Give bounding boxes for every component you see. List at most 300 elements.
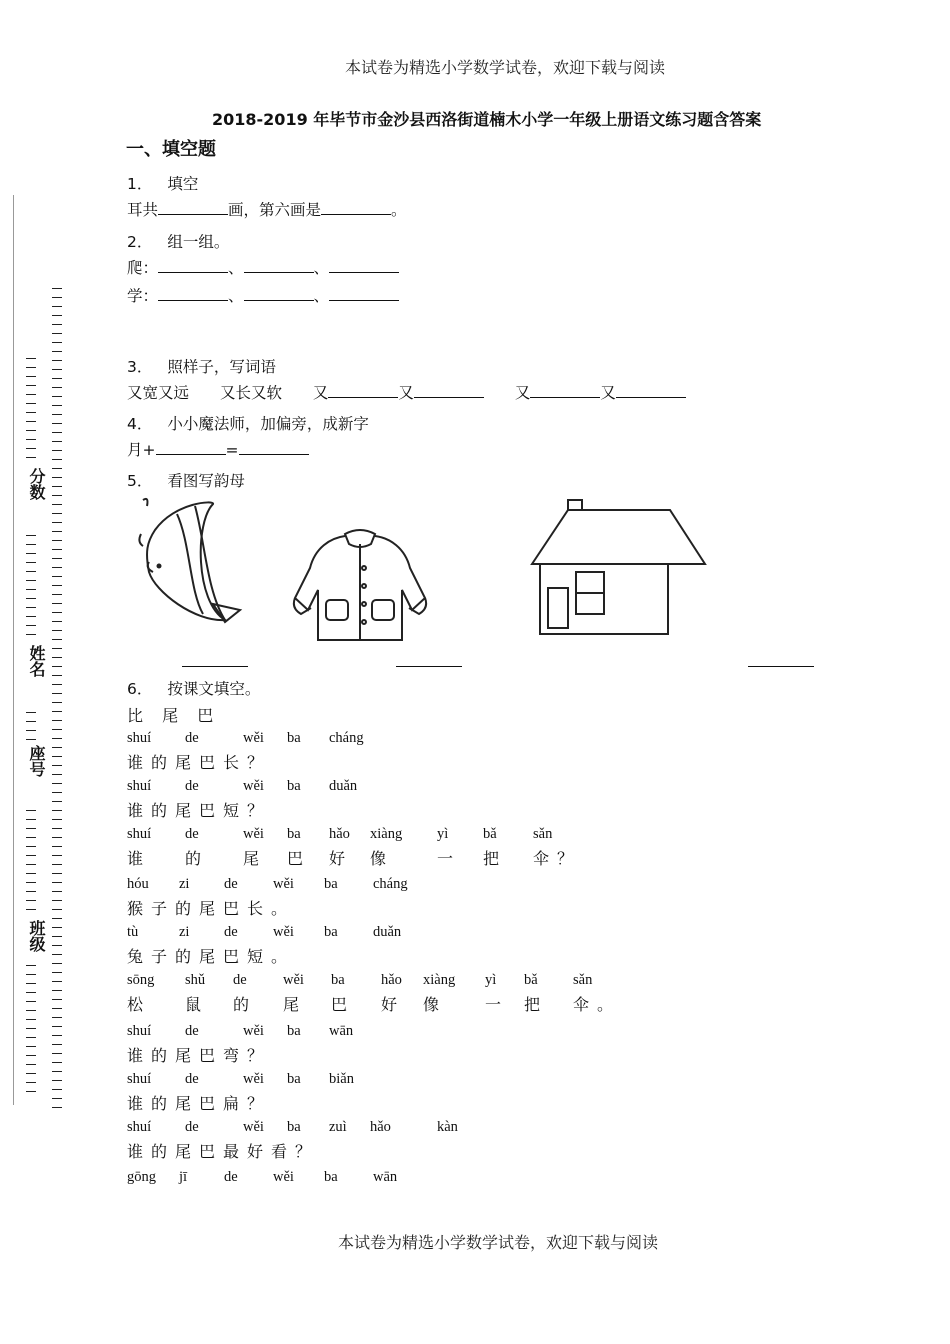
question-number: 6． bbox=[127, 680, 153, 698]
margin-dash bbox=[26, 1091, 36, 1092]
hanzi-char: ？ bbox=[295, 1142, 313, 1161]
margin-dash bbox=[52, 990, 62, 991]
hanzi-char: ？ bbox=[557, 849, 575, 868]
hanzi-char: 谁 bbox=[127, 753, 145, 772]
q4-line bbox=[127, 438, 309, 460]
pinyin-syllable: ba bbox=[287, 1023, 301, 1039]
margin-dash bbox=[52, 756, 62, 757]
q3-line bbox=[127, 381, 686, 403]
margin-dash bbox=[52, 909, 62, 910]
margin-dash bbox=[26, 909, 36, 910]
hanzi-char: 的 bbox=[185, 849, 203, 868]
margin-dash bbox=[52, 1080, 62, 1081]
fish-image bbox=[135, 492, 245, 632]
hanzi-char: 弯 bbox=[223, 1046, 241, 1065]
margin-dash bbox=[52, 468, 62, 469]
pinyin-syllable: gōng bbox=[127, 1169, 156, 1185]
hanzi-char: 巴 bbox=[199, 753, 217, 772]
q4-text-b: = bbox=[225, 441, 239, 459]
page-header: 本试卷为精选小学数学试卷，欢迎下载与阅读 bbox=[345, 58, 666, 77]
margin-dash bbox=[52, 783, 62, 784]
q1-text-a: 耳共 bbox=[127, 201, 159, 219]
margin-dash bbox=[26, 358, 36, 359]
margin-dash bbox=[26, 457, 36, 458]
margin-dash bbox=[52, 1008, 62, 1009]
q2-row-label: 爬： bbox=[127, 259, 159, 277]
pinyin-syllable: wěi bbox=[283, 972, 304, 988]
margin-dash bbox=[52, 594, 62, 595]
pinyin-syllable: zi bbox=[179, 876, 190, 892]
margin-dash bbox=[26, 846, 36, 847]
answer-blank[interactable] bbox=[414, 383, 484, 398]
pinyin-syllable: yì bbox=[437, 826, 449, 842]
margin-dash bbox=[26, 891, 36, 892]
hanzi-char: 长 bbox=[223, 753, 241, 772]
pinyin-syllable: ba bbox=[324, 876, 338, 892]
margin-dash bbox=[26, 855, 36, 856]
pinyin-syllable: ba bbox=[287, 730, 301, 746]
pinyin-syllable: jī bbox=[179, 1169, 188, 1185]
pinyin-syllable: wěi bbox=[243, 778, 264, 794]
margin-dash bbox=[52, 972, 62, 973]
margin-dash bbox=[52, 369, 62, 370]
margin-dash bbox=[52, 657, 62, 658]
margin-dash bbox=[52, 288, 62, 289]
hanzi-char: 巴 bbox=[199, 1046, 217, 1065]
pinyin-syllable: wān bbox=[329, 1023, 354, 1039]
pinyin-syllable: de bbox=[224, 1169, 238, 1185]
pinyin-syllable: ba bbox=[287, 826, 301, 842]
margin-dash bbox=[26, 828, 36, 829]
q2-row-2 bbox=[127, 284, 399, 306]
margin-dash bbox=[26, 553, 36, 554]
pinyin-syllable: wěi bbox=[243, 826, 264, 842]
hanzi-char: 子 bbox=[151, 947, 169, 966]
margin-dash bbox=[52, 711, 62, 712]
margin-dash bbox=[52, 666, 62, 667]
margin-dash bbox=[52, 1053, 62, 1054]
hanzi-char: 子 bbox=[151, 899, 169, 918]
hanzi-char: 巴 bbox=[287, 849, 305, 868]
margin-dash bbox=[52, 540, 62, 541]
hanzi-char: 一 bbox=[485, 995, 503, 1014]
margin-dash bbox=[26, 616, 36, 617]
q2-row-label: 学： bbox=[127, 287, 159, 305]
pinyin-syllable: shuí bbox=[127, 1071, 152, 1087]
hanzi-char: 伞 bbox=[573, 995, 591, 1014]
poem-title-char: 尾 bbox=[162, 706, 180, 725]
pinyin-syllable: wěi bbox=[273, 876, 294, 892]
hanzi-char: 的 bbox=[151, 753, 169, 772]
answer-blank[interactable] bbox=[244, 286, 314, 301]
margin-dash bbox=[52, 603, 62, 604]
margin-dash bbox=[26, 721, 36, 722]
pinyin-syllable: sǎn bbox=[573, 972, 593, 988]
margin-dash bbox=[52, 414, 62, 415]
margin-dash bbox=[52, 450, 62, 451]
question-2 bbox=[127, 230, 229, 252]
margin-dash bbox=[26, 448, 36, 449]
pinyin-syllable: bǎ bbox=[483, 826, 497, 842]
margin-dash bbox=[52, 981, 62, 982]
hanzi-char: ？ bbox=[247, 1094, 265, 1113]
hanzi-char: 像 bbox=[423, 995, 441, 1014]
margin-dash bbox=[52, 459, 62, 460]
margin-dash bbox=[52, 324, 62, 325]
margin-dash bbox=[52, 432, 62, 433]
answer-blank[interactable] bbox=[158, 286, 228, 301]
hanzi-char: 尾 bbox=[175, 801, 193, 820]
margin-dash bbox=[52, 378, 62, 379]
margin-dash bbox=[52, 927, 62, 928]
hanzi-char: 兔 bbox=[127, 947, 145, 966]
margin-dash bbox=[52, 774, 62, 775]
margin-dash bbox=[52, 954, 62, 955]
margin-dash bbox=[52, 729, 62, 730]
pinyin-syllable: yì bbox=[485, 972, 497, 988]
margin-dash bbox=[52, 765, 62, 766]
margin-dash bbox=[26, 367, 36, 368]
margin-dash bbox=[52, 963, 62, 964]
hanzi-char: 谁 bbox=[127, 801, 145, 820]
hanzi-char: 巴 bbox=[199, 1142, 217, 1161]
hanzi-char: 短 bbox=[247, 947, 265, 966]
question-5 bbox=[127, 469, 245, 491]
margin-dash bbox=[52, 702, 62, 703]
margin-dash bbox=[52, 315, 62, 316]
pinyin-syllable: hǎo bbox=[381, 972, 402, 988]
question-number: 4． bbox=[127, 415, 153, 433]
hanzi-char: 的 bbox=[151, 1094, 169, 1113]
hanzi-char: 巴 bbox=[199, 801, 217, 820]
pinyin-syllable: de bbox=[185, 1119, 199, 1135]
pinyin-syllable: cháng bbox=[329, 730, 364, 746]
margin-dash bbox=[52, 720, 62, 721]
margin-dash bbox=[52, 1062, 62, 1063]
margin-dash bbox=[26, 571, 36, 572]
question-number: 3． bbox=[127, 358, 153, 376]
margin-dash bbox=[52, 342, 62, 343]
margin-dash bbox=[26, 544, 36, 545]
hanzi-char: 尾 bbox=[199, 899, 217, 918]
pinyin-syllable: biǎn bbox=[329, 1071, 354, 1087]
margin-dash bbox=[52, 477, 62, 478]
margin-dash bbox=[26, 1001, 36, 1002]
q3-you: 又 bbox=[398, 384, 414, 402]
margin-dash bbox=[52, 405, 62, 406]
pinyin-syllable: wěi bbox=[243, 1071, 264, 1087]
margin-dash bbox=[26, 712, 36, 713]
pinyin-syllable: shuí bbox=[127, 1023, 152, 1039]
answer-line-fish[interactable] bbox=[182, 666, 248, 667]
margin-dash bbox=[26, 421, 36, 422]
answer-blank[interactable] bbox=[244, 258, 314, 273]
margin-dash bbox=[52, 297, 62, 298]
margin-dash bbox=[26, 1028, 36, 1029]
answer-blank[interactable] bbox=[328, 383, 398, 398]
hanzi-char: 伞 bbox=[533, 849, 551, 868]
margin-dash bbox=[26, 430, 36, 431]
poem-title-char: 比 bbox=[127, 706, 145, 725]
pinyin-syllable: de bbox=[233, 972, 247, 988]
pinyin-syllable: shǔ bbox=[185, 972, 206, 988]
q2-row-1 bbox=[127, 256, 399, 278]
margin-dash bbox=[52, 1026, 62, 1027]
answer-blank[interactable] bbox=[158, 258, 228, 273]
question-label: 填空 bbox=[167, 175, 199, 193]
answer-blank[interactable] bbox=[158, 200, 228, 215]
margin-dash bbox=[26, 882, 36, 883]
margin-dash bbox=[52, 612, 62, 613]
hanzi-char: 长 bbox=[247, 899, 265, 918]
margin-dash bbox=[52, 531, 62, 532]
margin-dash bbox=[26, 1082, 36, 1083]
margin-dash bbox=[52, 1089, 62, 1090]
margin-dash bbox=[52, 504, 62, 505]
coat-image bbox=[290, 528, 430, 648]
margin-dash bbox=[52, 549, 62, 550]
question-number: 5． bbox=[127, 472, 153, 490]
pinyin-syllable: de bbox=[185, 778, 199, 794]
margin-dash bbox=[26, 385, 36, 386]
pinyin-syllable: cháng bbox=[373, 876, 408, 892]
hanzi-char: 把 bbox=[483, 849, 501, 868]
margin-dash bbox=[26, 837, 36, 838]
pinyin-syllable: de bbox=[224, 924, 238, 940]
hanzi-char: 尾 bbox=[243, 849, 261, 868]
margin-dash bbox=[26, 403, 36, 404]
margin-dash bbox=[52, 423, 62, 424]
hanzi-char: 尾 bbox=[175, 1046, 193, 1065]
pinyin-syllable: de bbox=[185, 826, 199, 842]
hanzi-char: 松 bbox=[127, 995, 145, 1014]
pinyin-syllable: xiàng bbox=[423, 972, 456, 988]
margin-dash bbox=[26, 1019, 36, 1020]
margin-dash bbox=[52, 441, 62, 442]
hanzi-char: 。 bbox=[271, 947, 289, 966]
margin-dash bbox=[26, 598, 36, 599]
answer-blank[interactable] bbox=[616, 383, 686, 398]
margin-dash bbox=[26, 589, 36, 590]
margin-dash bbox=[26, 819, 36, 820]
margin-dash bbox=[26, 394, 36, 395]
pinyin-syllable: wān bbox=[373, 1169, 398, 1185]
pinyin-syllable: hóu bbox=[127, 876, 149, 892]
hanzi-char: 最 bbox=[223, 1142, 241, 1161]
margin-dash bbox=[52, 999, 62, 1000]
q1-text-b: 画，第六画是 bbox=[228, 201, 322, 219]
pinyin-syllable: wěi bbox=[243, 730, 264, 746]
hanzi-char: 尾 bbox=[175, 1094, 193, 1113]
pinyin-syllable: shuí bbox=[127, 826, 152, 842]
margin-dash bbox=[52, 945, 62, 946]
pinyin-syllable: shuí bbox=[127, 730, 152, 746]
margin-dash bbox=[52, 936, 62, 937]
document-title: 2018-2019 年毕节市金沙县西洛街道楠木小学一年级上册语文练习题含答案 bbox=[212, 110, 762, 129]
margin-dash bbox=[52, 351, 62, 352]
margin-dash bbox=[26, 1055, 36, 1056]
margin-dash bbox=[52, 819, 62, 820]
pinyin-syllable: duǎn bbox=[373, 924, 402, 940]
margin-dash bbox=[26, 730, 36, 731]
margin-dash bbox=[52, 306, 62, 307]
answer-line-house[interactable] bbox=[748, 666, 814, 667]
pinyin-syllable: sōng bbox=[127, 972, 155, 988]
hanzi-char: 的 bbox=[151, 1142, 169, 1161]
hanzi-char: 鼠 bbox=[185, 995, 203, 1014]
margin-dash bbox=[52, 1107, 62, 1108]
hanzi-char: 像 bbox=[370, 849, 388, 868]
margin-dash bbox=[26, 535, 36, 536]
margin-label-name: 姓名 bbox=[27, 645, 46, 677]
margin-dash bbox=[52, 648, 62, 649]
pinyin-syllable: ba bbox=[287, 1071, 301, 1087]
margin-dash bbox=[52, 1017, 62, 1018]
hanzi-char: ？ bbox=[247, 1046, 265, 1065]
separator: 、 bbox=[313, 287, 330, 305]
hanzi-char: ？ bbox=[247, 801, 265, 820]
pinyin-syllable: hǎo bbox=[370, 1119, 391, 1135]
pinyin-syllable: kàn bbox=[437, 1119, 458, 1135]
margin-dash bbox=[26, 1064, 36, 1065]
question-1 bbox=[127, 172, 198, 194]
margin-dash bbox=[26, 965, 36, 966]
hanzi-char: 尾 bbox=[199, 947, 217, 966]
pinyin-syllable: wěi bbox=[243, 1023, 264, 1039]
q3-example-2: 又长又软 bbox=[219, 384, 282, 402]
pinyin-syllable: hǎo bbox=[329, 826, 350, 842]
question-3 bbox=[127, 355, 276, 377]
margin-dash bbox=[52, 864, 62, 865]
q3-you: 又 bbox=[312, 384, 329, 402]
pinyin-syllable: ba bbox=[287, 778, 301, 794]
pinyin-syllable: de bbox=[224, 876, 238, 892]
hanzi-char: 谁 bbox=[127, 1142, 145, 1161]
margin-dash bbox=[52, 1035, 62, 1036]
margin-dash bbox=[26, 376, 36, 377]
margin-dash bbox=[26, 810, 36, 811]
question-1-line bbox=[127, 198, 407, 220]
hanzi-char: 谁 bbox=[127, 1046, 145, 1065]
margin-dash bbox=[26, 739, 36, 740]
pinyin-syllable: duǎn bbox=[329, 778, 358, 794]
hanzi-char: 巴 bbox=[331, 995, 349, 1014]
question-label: 按课文填空。 bbox=[167, 680, 261, 698]
margin-dash bbox=[26, 439, 36, 440]
hanzi-char: 的 bbox=[151, 1046, 169, 1065]
answer-blank[interactable] bbox=[530, 383, 600, 398]
margin-dash bbox=[52, 1071, 62, 1072]
margin-dash bbox=[52, 585, 62, 586]
margin-dash bbox=[26, 992, 36, 993]
margin-dash bbox=[52, 828, 62, 829]
margin-border-line bbox=[13, 195, 14, 1105]
answer-line-coat[interactable] bbox=[396, 666, 462, 667]
house-image bbox=[530, 498, 710, 638]
margin-dash bbox=[52, 792, 62, 793]
margin-dash bbox=[52, 360, 62, 361]
fish-eye bbox=[157, 564, 162, 569]
margin-dash bbox=[52, 738, 62, 739]
margin-dash bbox=[52, 846, 62, 847]
pinyin-syllable: wěi bbox=[273, 924, 294, 940]
question-label: 小小魔法师，加偏旁，成新字 bbox=[167, 415, 369, 433]
hanzi-char: 的 bbox=[175, 899, 193, 918]
margin-dash bbox=[52, 621, 62, 622]
answer-blank[interactable] bbox=[329, 286, 399, 301]
margin-dash bbox=[52, 387, 62, 388]
margin-dash bbox=[52, 558, 62, 559]
margin-dash bbox=[26, 1046, 36, 1047]
margin-dash bbox=[52, 801, 62, 802]
q3-you: 又 bbox=[600, 384, 616, 402]
margin-dash bbox=[52, 495, 62, 496]
margin-dash bbox=[52, 396, 62, 397]
margin-dash bbox=[26, 634, 36, 635]
pinyin-syllable: sǎn bbox=[533, 826, 553, 842]
margin-dash bbox=[52, 1044, 62, 1045]
poem-title-char: 巴 bbox=[197, 706, 215, 725]
margin-dash bbox=[26, 873, 36, 874]
answer-blank[interactable] bbox=[321, 200, 391, 215]
hanzi-char: 的 bbox=[233, 995, 251, 1014]
margin-dash bbox=[26, 607, 36, 608]
margin-dash bbox=[52, 918, 62, 919]
question-label: 组一组。 bbox=[167, 233, 230, 251]
hanzi-char: 好 bbox=[381, 995, 399, 1014]
pinyin-syllable: wěi bbox=[243, 1119, 264, 1135]
answer-blank[interactable] bbox=[329, 258, 399, 273]
margin-dash bbox=[26, 900, 36, 901]
pinyin-syllable: de bbox=[185, 1071, 199, 1087]
hanzi-char: 看 bbox=[271, 1142, 289, 1161]
margin-dash bbox=[26, 1037, 36, 1038]
margin-dash bbox=[26, 412, 36, 413]
hanzi-char: 巴 bbox=[223, 947, 241, 966]
margin-dash bbox=[26, 983, 36, 984]
margin-dash bbox=[26, 974, 36, 975]
separator: 、 bbox=[313, 259, 330, 277]
pinyin-syllable: xiàng bbox=[370, 826, 403, 842]
poem-title bbox=[127, 703, 214, 726]
pinyin-syllable: ba bbox=[331, 972, 345, 988]
hanzi-char: 一 bbox=[437, 849, 455, 868]
answer-blank[interactable] bbox=[239, 440, 309, 455]
pinyin-syllable: de bbox=[185, 1023, 199, 1039]
answer-blank[interactable] bbox=[156, 440, 226, 455]
margin-label-class: 班级 bbox=[27, 920, 46, 952]
page-footer: 本试卷为精选小学数学试卷，欢迎下载与阅读 bbox=[338, 1233, 659, 1252]
margin-dash bbox=[52, 837, 62, 838]
margin-dash bbox=[52, 693, 62, 694]
question-label: 看图写韵母 bbox=[167, 472, 245, 490]
question-number: 1． bbox=[127, 175, 153, 193]
q1-text-c: 。 bbox=[391, 201, 407, 219]
hanzi-char: 巴 bbox=[223, 899, 241, 918]
hanzi-char: ？ bbox=[247, 753, 265, 772]
hanzi-char: 尾 bbox=[175, 753, 193, 772]
margin-dash bbox=[52, 630, 62, 631]
margin-dash bbox=[26, 864, 36, 865]
margin-dash bbox=[52, 873, 62, 874]
margin-dash bbox=[52, 900, 62, 901]
pinyin-syllable: wěi bbox=[273, 1169, 294, 1185]
hanzi-char: 。 bbox=[597, 995, 615, 1014]
pinyin-syllable: shuí bbox=[127, 778, 152, 794]
margin-dash bbox=[52, 639, 62, 640]
q4-text-a: 月+ bbox=[127, 441, 156, 459]
hanzi-char: 的 bbox=[175, 947, 193, 966]
